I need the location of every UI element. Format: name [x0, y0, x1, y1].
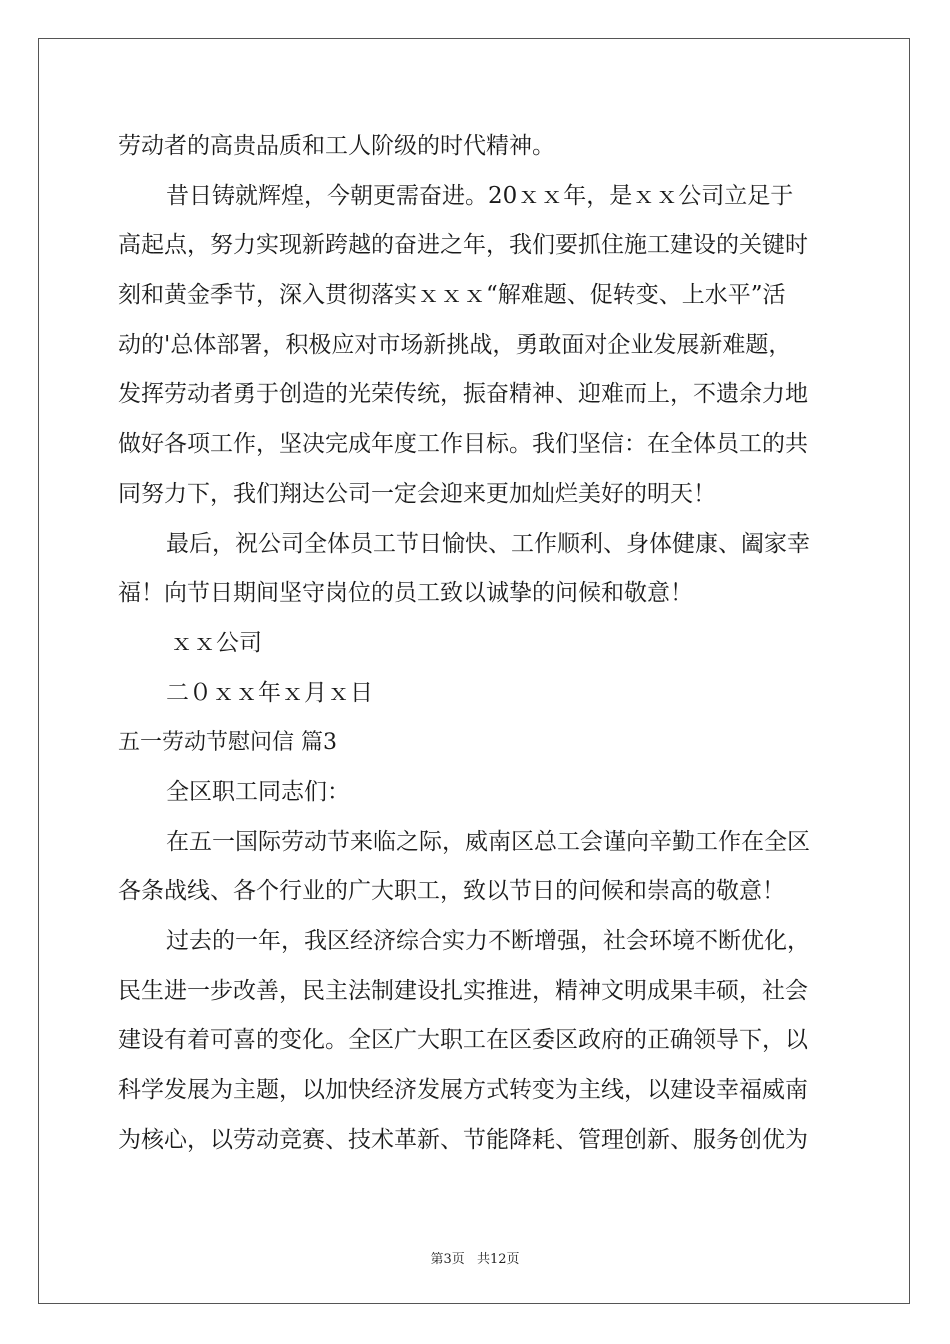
paragraph-line: 科学发展为主题，以加快经济发展方式转变为主线，以建设幸福威南: [118, 1077, 808, 1104]
page-footer: [0, 1248, 950, 1267]
paragraph-line: 民生进一步改善，民主法制建设扎实推进，精神文明成果丰硕，社会: [118, 977, 808, 1004]
signature-date: 二０ｘｘ年ｘ月ｘ日: [166, 679, 373, 706]
paragraph-line: 高起点，努力实现新跨越的奋进之年，我们要抓住施工建设的关键时: [118, 232, 808, 259]
page-number: 第3页: [430, 1252, 465, 1267]
page-total: 共12页: [476, 1252, 520, 1267]
document-body: [118, 122, 834, 1165]
paragraph-line: 发挥劳动者勇于创造的光荣传统，振奋精神、迎难而上，不遗余力地: [118, 381, 808, 408]
paragraph-line: 建设有着可喜的变化。全区广大职工在区委区政府的正确领导下，以: [118, 1027, 808, 1054]
paragraph-line: 劳动者的高贵品质和工人阶级的时代精神。: [118, 133, 555, 159]
paragraph-line: 动的'总体部署，积极应对市场新挑战，勇敢面对企业发展新难题，: [118, 331, 792, 358]
paragraph-line: 福！向节日期间坚守岗位的员工致以诚挚的问候和敬意！: [118, 580, 693, 607]
paragraph-line: 做好各项工作，坚决完成年度工作目标。我们坚信：在全体员工的共: [118, 431, 808, 458]
signature-company: ｘｘ公司: [170, 629, 262, 656]
paragraph-line: 最后，祝公司全体员工节日愉快、工作顺利、身体健康、阖家幸: [166, 530, 810, 557]
paragraph-line: 各条战线、各个行业的广大职工，致以节日的问候和崇高的敬意！: [118, 878, 785, 905]
paragraph-line: 刻和黄金季节，深入贯彻落实ｘｘｘ“解难题、促转变、上水平”活: [118, 282, 786, 309]
salutation: 全区职工同志们：: [166, 778, 350, 805]
paragraph-line: 同努力下，我们翔达公司一定会迎来更加灿烂美好的明天！: [118, 480, 716, 507]
paragraph-line: 为核心，以劳动竞赛、技术革新、节能降耗、管理创新、服务创优为: [118, 1126, 808, 1153]
section-heading: 五一劳动节慰问信 篇3: [118, 730, 337, 756]
paragraph-line: 昔日铸就辉煌，今朝更需奋进。20ｘｘ年，是ｘｘ公司立足于: [166, 182, 794, 209]
paragraph-line: 过去的一年，我区经济综合实力不断增强，社会环境不断优化，: [166, 928, 810, 954]
paragraph-line: 在五一国际劳动节来临之际，威南区总工会谨向辛勤工作在全区: [166, 828, 810, 855]
